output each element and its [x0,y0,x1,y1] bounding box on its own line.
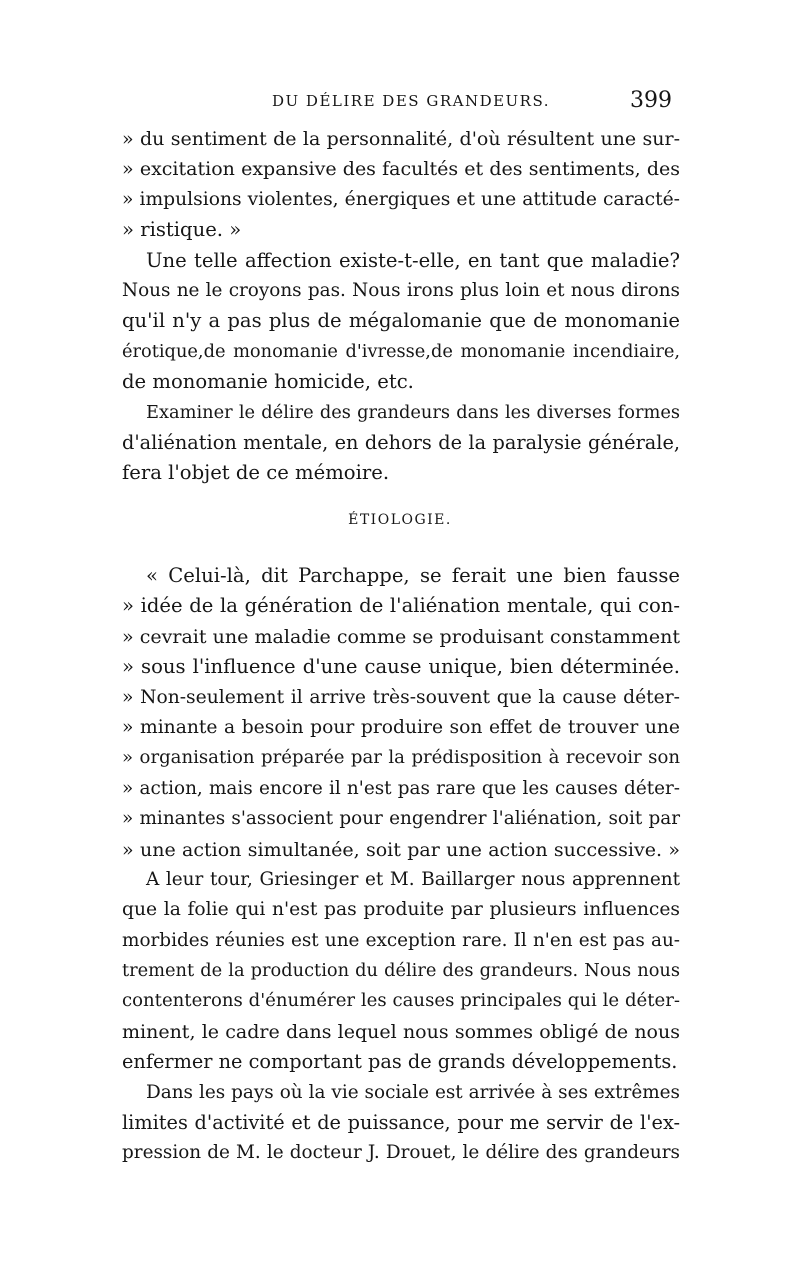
text-line: que la folie qui n'est pas produite par plusieurs influences [122,899,680,921]
text-line: d'aliénation mentale, en dehors de la paralysie générale, [122,430,680,454]
text-line: » impulsions violentes, énergiques et une attitude caracté- [122,188,680,210]
text-line: » minantes s'associent pour engendrer l'aliénation, soit par [122,808,680,830]
page-header [0,88,800,118]
text-line: A leur tour, Griesinger et M. Baillarger nous apprennent [146,868,680,890]
text-line: qu'il n'y a pas plus de mégalomanie que de monomanie [122,309,680,333]
text-line: de monomanie homicide, etc. [122,370,414,394]
text-line: Dans les pays où la vie sociale est arrivée à ses extrêmes [146,1081,680,1103]
text-line: Nous ne le croyons pas. Nous irons plus loin et nous dirons [122,279,680,301]
text-line: pression de M. le docteur J. Drouet, le délire des grandeurs [122,1142,680,1164]
text-line: » cevrait une maladie comme se produisant constamment [122,625,680,648]
text-line: trement de la production du délire des grandeurs. Nous nous [122,960,680,982]
text-line: contenterons d'énumérer les causes principales qui le déter- [122,990,680,1012]
section-title: ÉTIOLOGIE. [348,512,452,528]
text-line: minent, le cadre dans lequel nous sommes obligé de nous [122,1020,680,1043]
text-line: » une action simultanée, soit par une action successive. » [122,838,680,861]
text-line: » minante a besoin pour produire son effet de trouver une [122,716,680,738]
text-line: » du sentiment de la personnalité, d'où résultent une sur- [122,128,680,150]
text-line: Une telle affection existe-t-elle, en tant que maladie? [146,248,680,272]
intro-paragraphs [122,124,680,489]
text-line: fera l'objet de ce mémoire. [122,461,390,485]
text-line: érotique,de monomanie d'ivresse,de monomanie incendiaire, [122,340,680,362]
text-line: Examiner le délire des grandeurs dans les diverses formes [146,401,680,423]
text-line: enfermer ne comportant pas de grands développements. [122,1050,678,1074]
running-head: DU DÉLIRE DES GRANDEURS. [272,92,550,110]
text-line: » action, mais encore il n'est pas rare que les causes déter- [122,777,680,799]
text-line: » Non-seulement il arrive très-souvent que la cause déter- [122,686,680,708]
text-line: » sous l'influence d'une cause unique, bien déterminée. [122,655,680,679]
text-line: « Celui-là, dit Parchappe, se ferait une bien fausse [146,564,680,587]
text-line: » idée de la génération de l'aliénation mentale, qui con- [122,594,680,618]
body-paragraphs [122,561,680,1169]
text-line: » excitation expansive des facultés et des sentiments, des [122,158,680,181]
text-line: » ristique. » [122,218,242,242]
text-line: limites d'activité et de puissance, pour me servir de l'ex- [122,1111,680,1135]
text-line: » organisation préparée par la prédisposition à recevoir son [122,747,680,769]
page-number: 399 [630,88,672,113]
text-line: morbides réunies est une exception rare. Il n'en est pas au- [122,929,680,951]
